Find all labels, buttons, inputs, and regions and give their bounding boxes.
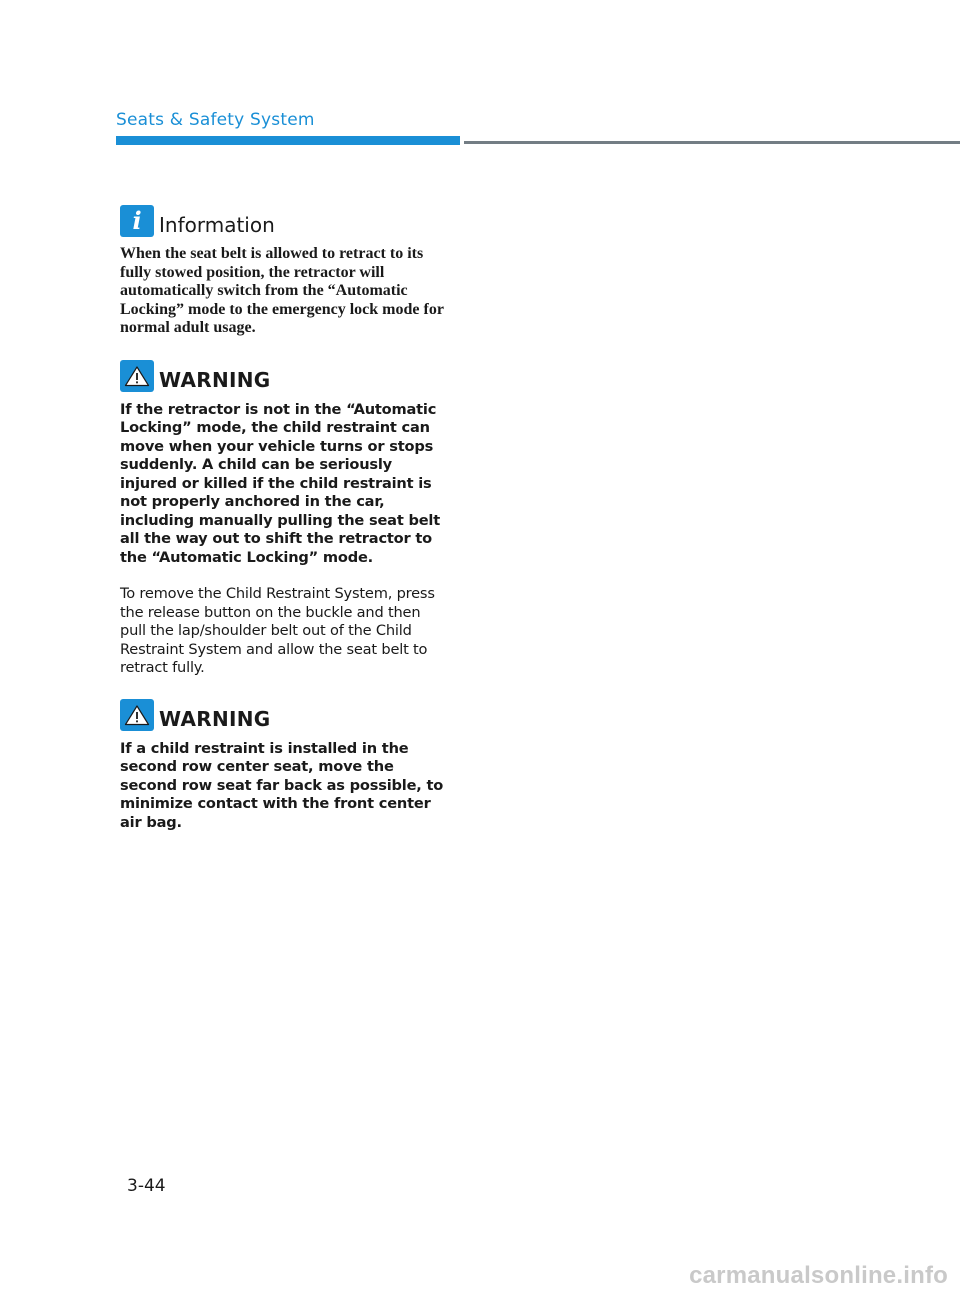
warning-block-1 <box>120 359 450 568</box>
information-text: When the seat belt is allowed to retract to its fully stowed position, the retractor will automatically switch from the “Automatic Locking” mode to the emergency lock mode for normal adult usage. <box>120 245 444 337</box>
warning-heading-row-2 <box>120 698 450 732</box>
warning-triangle-icon <box>120 360 154 392</box>
warning-block-2 <box>120 698 450 833</box>
warning-heading-2: WARNING <box>159 706 271 731</box>
main-content <box>120 204 450 832</box>
body-paragraph: To remove the Child Restraint System, press the release button on the buckle and then pull the lap/shoulder belt out of the Child Restraint System and allow the seat belt to retract fully. <box>120 585 435 677</box>
header-rule-accent <box>116 136 460 145</box>
warning-text-2: If a child restraint is installed in the second row center seat, move the second row seat far back as possible, to minimize contact with the front center air bag. <box>120 739 444 831</box>
warning-heading-1: WARNING <box>159 367 271 392</box>
information-heading-row <box>120 204 450 238</box>
header-rule <box>464 141 960 144</box>
warning-text-1: If the retractor is not in the “Automatic Locking” mode, the child restraint can move when your vehicle turns or stops suddenly. A child can be seriously injured or killed if the child restraint is not properly anchored in the car, including manually pulling the seat belt all the way out to shift the retractor to the “Automatic Locking” mode. <box>120 400 440 566</box>
warning-heading-row-1 <box>120 359 450 393</box>
section-title: Seats & Safety System <box>116 110 315 130</box>
warning-triangle-icon <box>120 699 154 731</box>
info-icon: i <box>120 205 154 237</box>
information-block <box>120 204 450 338</box>
information-heading: Information <box>159 213 275 237</box>
watermark: carmanualsonline.info <box>689 1262 948 1289</box>
page-number: 3-44 <box>127 1176 166 1196</box>
